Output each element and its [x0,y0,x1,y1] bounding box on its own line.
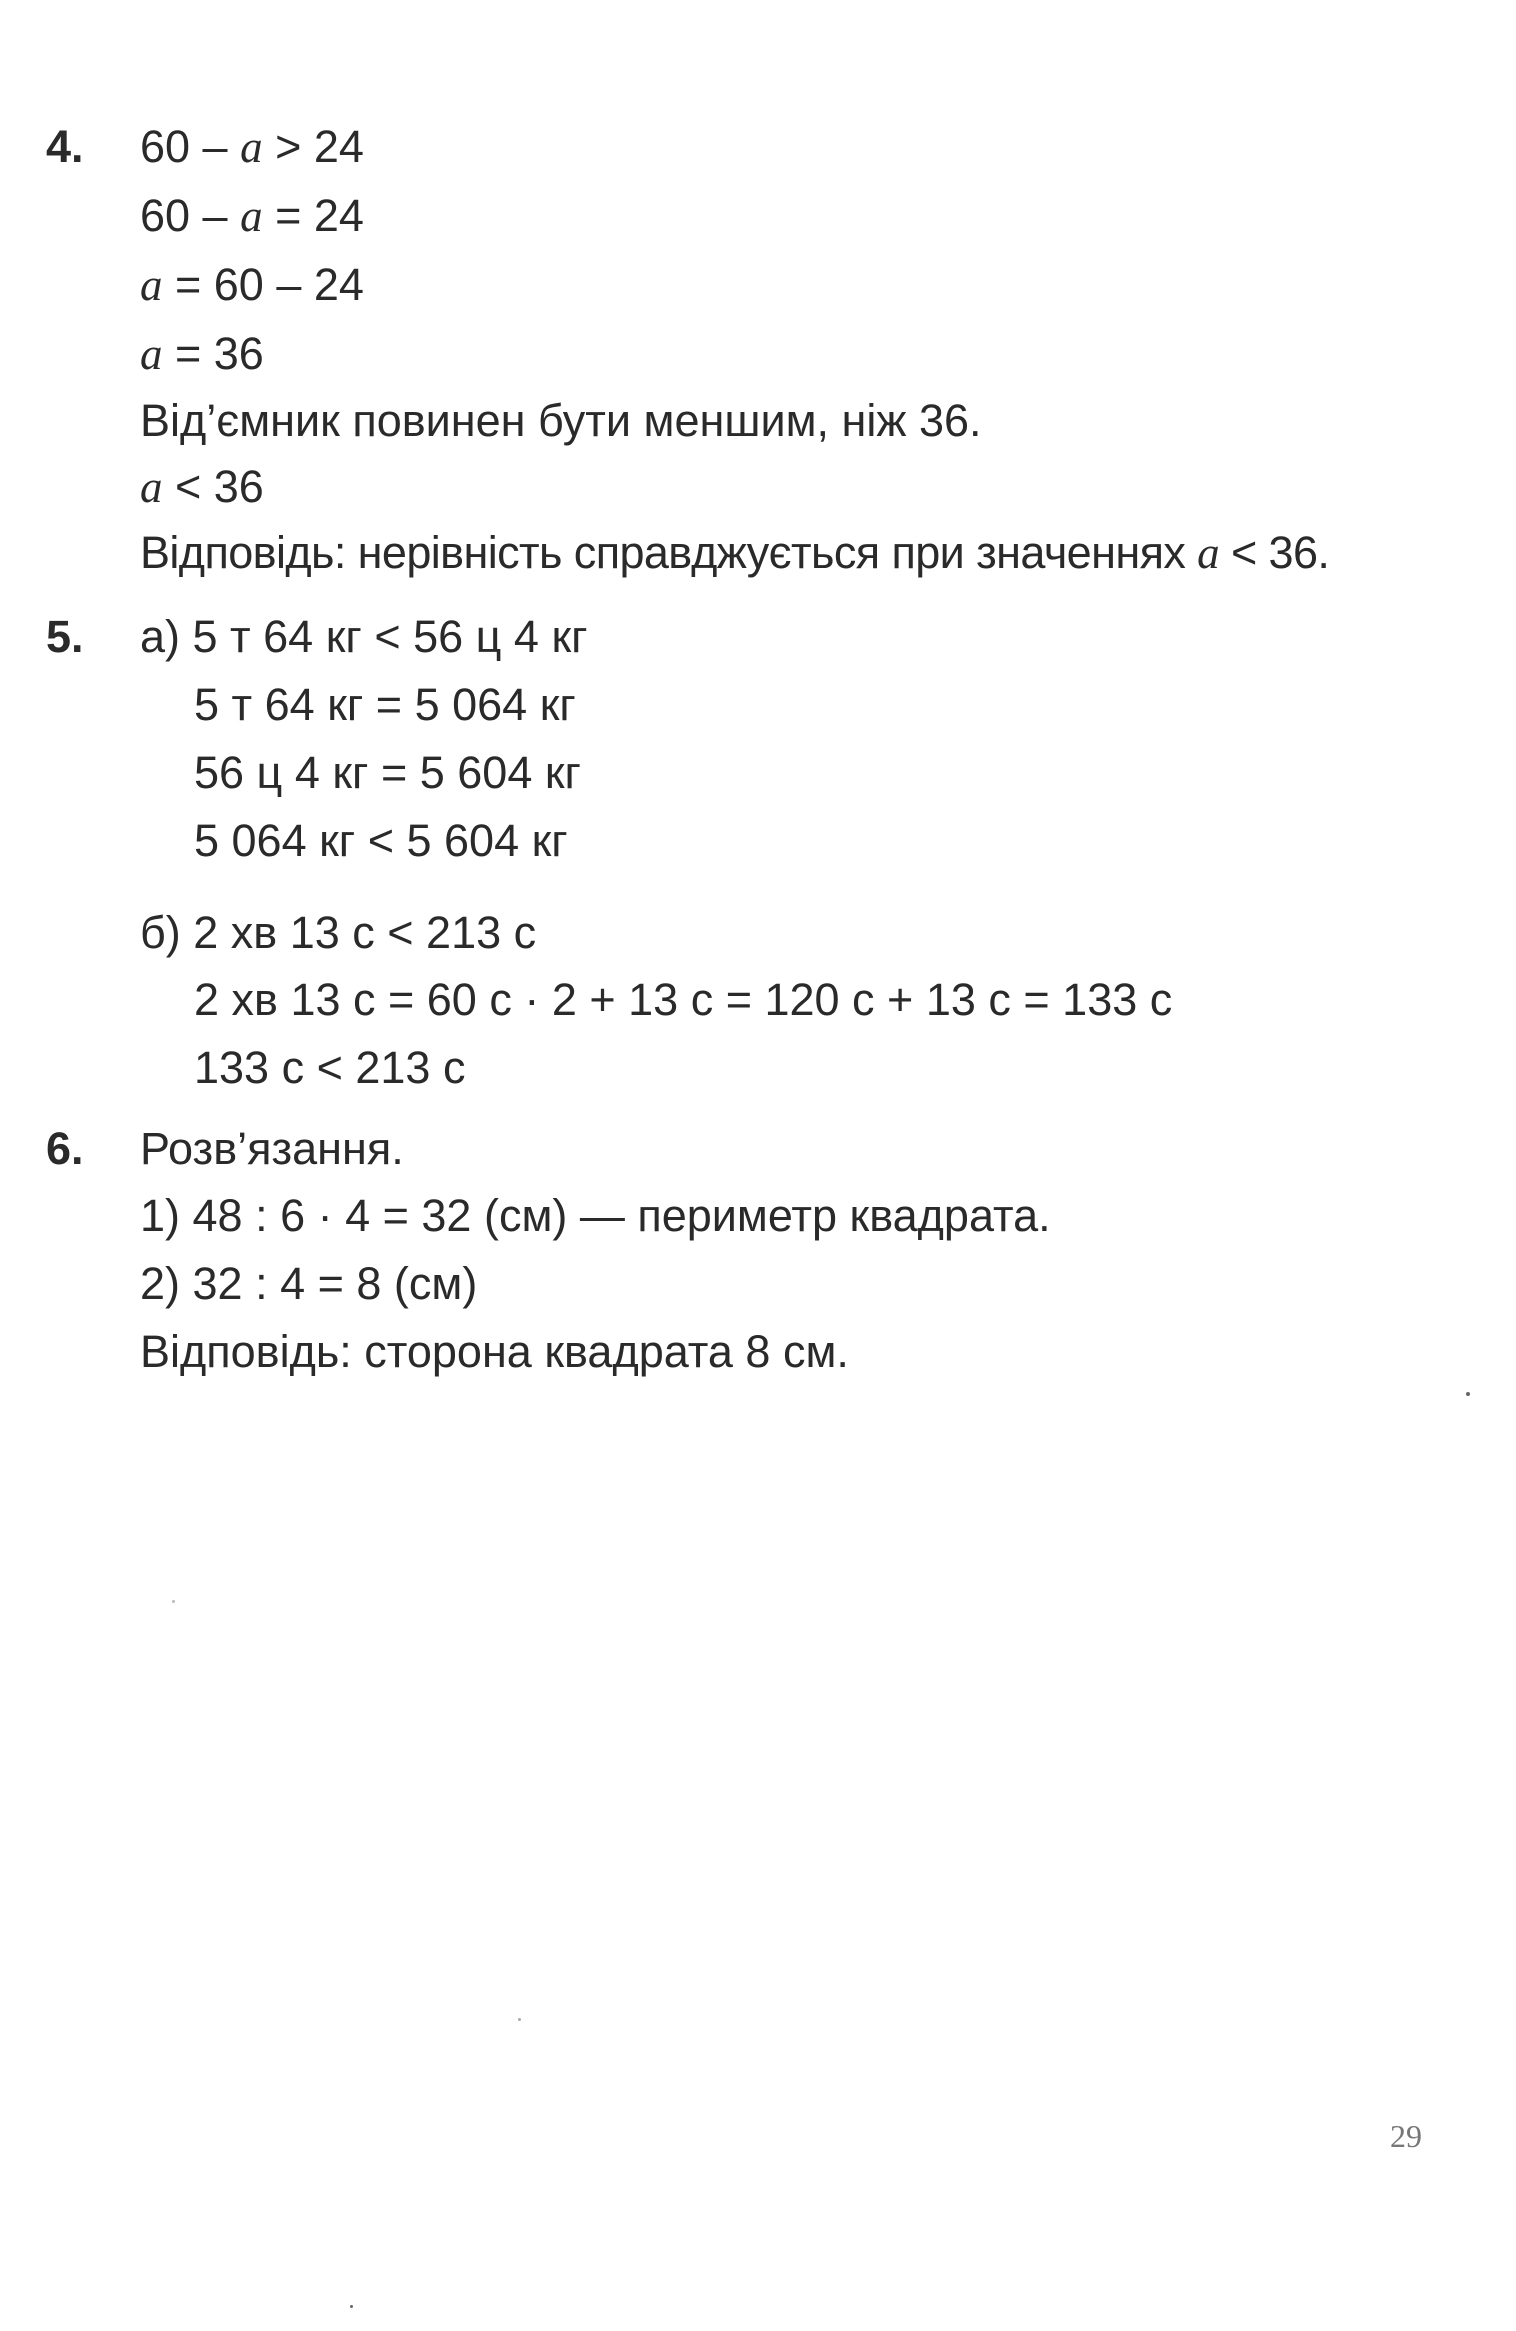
problem-5-a-line-3: 5 064 кг < 5 604 кг [194,815,568,866]
problem-4-line-3: a = 60 – 24 [140,259,364,310]
problem-6-step-2: 2) 32 : 4 = 8 (см) [140,1258,478,1309]
problem-4-line-1: 60 – a > 24 [140,121,364,172]
scan-speck [172,1600,175,1603]
page-number: 29 [1390,2118,1422,2154]
problem-6-title: Розв’язання. [140,1123,404,1174]
problem-4-line-5: Від’ємник повинен бути меншим, ніж 36. [140,395,982,446]
problem-4-number: 4. [46,121,84,172]
problem-4-answer: Відповідь: нерівність справджується при значеннях a < 36. [140,527,1330,578]
problem-4-line-6: a < 36 [140,461,264,512]
problem-5-a-line-1: 5 т 64 кг = 5 064 кг [194,679,576,730]
problem-6-step-1: 1) 48 : 6 · 4 = 32 (см) — периметр квадрата. [140,1190,1051,1241]
problem-6-answer: Відповідь: сторона квадрата 8 см. [140,1326,849,1377]
problem-5-b-heading: б) 2 хв 13 с < 213 с [140,907,537,958]
problem-5-b-line-2: 133 с < 213 с [194,1042,466,1093]
problem-4-line-4: a = 36 [140,328,264,379]
problem-5-number: 5. [46,611,84,662]
problem-4-line-2: 60 – a = 24 [140,190,364,241]
scan-speck [1466,1392,1470,1396]
problem-5-a-line-2: 56 ц 4 кг = 5 604 кг [194,747,581,798]
problem-5-a-heading: а) 5 т 64 кг < 56 ц 4 кг [140,611,588,662]
problem-5-b-line-1: 2 хв 13 с = 60 с · 2 + 13 с = 120 с + 13 с = 133 с [194,974,1173,1025]
scan-speck [350,2305,353,2308]
scan-speck [518,2018,521,2021]
problem-6-number: 6. [46,1123,84,1174]
